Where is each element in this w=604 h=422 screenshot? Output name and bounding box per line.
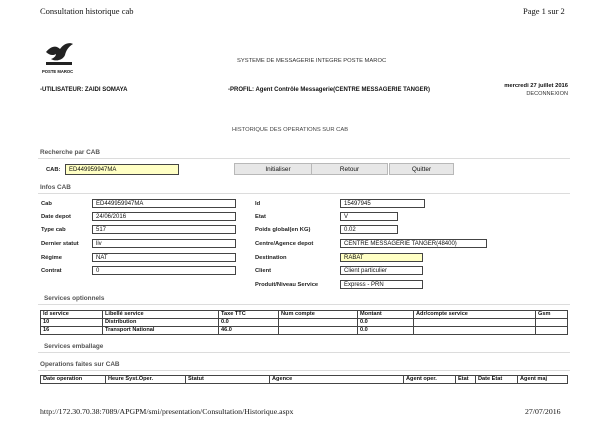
operations-table (40, 375, 568, 384)
cell (536, 327, 568, 335)
col-date-operation: Date operation (41, 376, 106, 384)
produit-field: Express - PRN (340, 280, 423, 289)
services-optionnels-title: Services optionnels (44, 295, 105, 302)
cell: 0.0 (219, 319, 279, 327)
col-statut: Statut (186, 376, 270, 384)
col-heure-syst: Heure Syst.Oper. (106, 376, 186, 384)
destination-field: RABAT (340, 253, 423, 262)
cell: 46.0 (219, 327, 279, 335)
operations-divider (38, 370, 570, 371)
cell: Distribution (103, 319, 219, 327)
cell: 16 (41, 327, 103, 335)
produit-label: Produit/Niveau Service (255, 282, 319, 288)
services-divider (38, 304, 570, 305)
cell: 10 (41, 319, 103, 327)
page-title: HISTORIQUE DES OPERATIONS SUR CAB (232, 127, 349, 133)
centre-agence-field: CENTRE MESSAGERIE TANGER(48400) (340, 239, 487, 248)
cab-label: CAB: (46, 167, 61, 173)
initialiser-button[interactable]: Initialiser (234, 163, 322, 175)
cell: Transport National (103, 327, 219, 335)
client-label: Client (255, 268, 272, 274)
logo-text: POSTE MAROC (42, 69, 74, 74)
poids-field: 0.02 (340, 225, 398, 234)
date-depot-field: 24/06/2016 (92, 212, 236, 221)
print-title: Consultation historique cab (40, 6, 134, 16)
quitter-button[interactable]: Quitter (389, 163, 454, 175)
poste-maroc-bird-icon (42, 40, 76, 68)
table-header-row (41, 376, 568, 384)
search-section-title: Recherche par CAB (40, 149, 101, 156)
cell (279, 319, 358, 327)
type-cab-label: Type cab (41, 227, 66, 233)
col-etat: Etat (456, 376, 476, 384)
centre-agence-label: Centre/Agence depot (255, 241, 314, 247)
user-label: -UTILISATEUR: ZAIDI SOMAYA (40, 87, 128, 93)
col-adr-compte: Adr/compte service (414, 311, 536, 319)
cell (536, 319, 568, 327)
system-title: SYSTEME DE MESSAGERIE INTEGRE POSTE MAROC (237, 58, 387, 64)
infos-divider (38, 193, 570, 194)
table-row (41, 327, 568, 335)
col-id-service: Id service (41, 311, 103, 319)
footer-url: http://172.30.70.38:7089/APGPM/smi/presentation/Consultation/Historique.aspx (40, 407, 294, 416)
dernier-statut-label: Dernier statut (41, 241, 79, 247)
date-depot-label: Date depot (41, 214, 71, 220)
col-agent-oper: Agent oper. (404, 376, 456, 384)
regime-field: NAT (92, 253, 236, 262)
col-date-etat: Date Etat (476, 376, 518, 384)
operations-title: Operations faites sur CAB (40, 361, 120, 368)
emballage-divider (38, 352, 570, 353)
type-cab-field: 517 (92, 225, 236, 234)
poste-maroc-logo (42, 40, 76, 74)
cab-field-label: Cab (41, 201, 52, 207)
cab-search-input[interactable]: ED449959947MA (65, 164, 179, 175)
cell: 0.0 (358, 319, 414, 327)
dernier-statut-field: liv (92, 239, 236, 248)
contrat-label: Contrat (41, 268, 62, 274)
footer-date: 27/07/2016 (525, 407, 561, 416)
profile-label: -PROFIL: Agent Contrôle Messagerie(CENTRE MESSAGERIE TANGER) (228, 87, 431, 93)
retour-button[interactable]: Retour (311, 163, 388, 175)
cell (414, 319, 536, 327)
services-optionnels-table (40, 310, 568, 335)
infos-section-title: Infos CAB (40, 184, 71, 191)
cell (414, 327, 536, 335)
id-label: Id (255, 201, 261, 207)
table-header-row (41, 311, 568, 319)
etat-field: V (340, 212, 398, 221)
poids-label: Poids global(en KG) (255, 227, 311, 233)
id-field: 15497945 (340, 199, 425, 208)
page-number: Page 1 sur 2 (523, 6, 565, 16)
col-agent-maj: Agent maj (518, 376, 568, 384)
col-taxe-ttc: Taxe TTC (219, 311, 279, 319)
col-num-compte: Num compte (279, 311, 358, 319)
col-agence: Agence (270, 376, 404, 384)
cell (279, 327, 358, 335)
client-field: Client particulier (340, 266, 423, 275)
logout-link[interactable]: DECONNEXION (526, 91, 568, 97)
col-montant: Montant (358, 311, 414, 319)
services-emballage-title: Services emballage (44, 343, 104, 350)
col-gsm: Gsm (536, 311, 568, 319)
cab-field: ED449959947MA (92, 199, 236, 208)
contrat-field: 0 (92, 266, 236, 275)
regime-label: Régime (41, 255, 62, 261)
search-divider (38, 158, 570, 159)
table-row (41, 319, 568, 327)
current-date: mercredi 27 juillet 2016 (504, 83, 568, 89)
etat-label: Etat (255, 214, 266, 220)
cell: 0.0 (358, 327, 414, 335)
destination-label: Destination (255, 255, 287, 261)
col-libelle-service: Libellé service (103, 311, 219, 319)
